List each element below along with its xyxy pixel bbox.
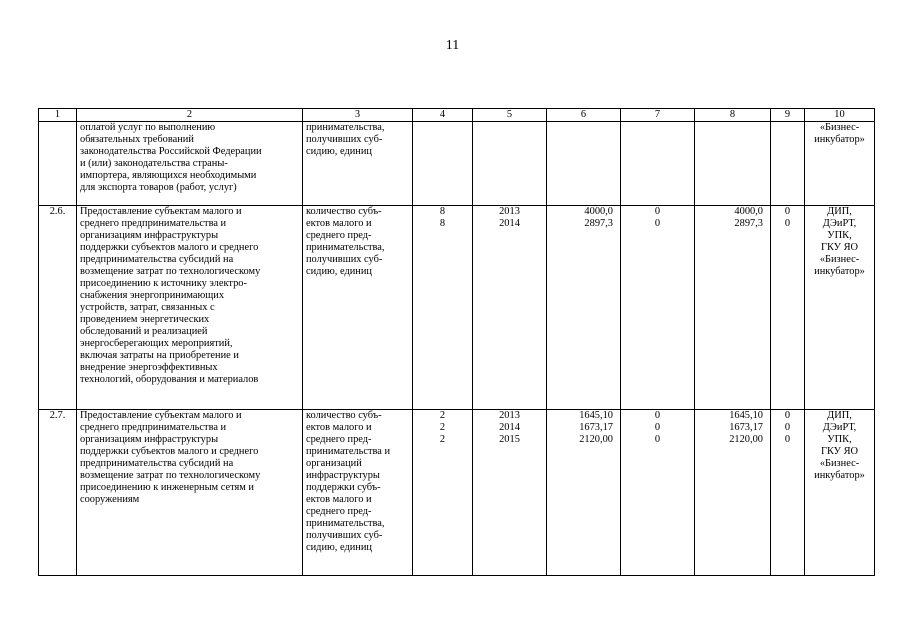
cell-line: Предоставление субъектам малого и — [80, 206, 242, 217]
activity-cell — [77, 410, 303, 576]
cell-line: ДЭиРТ, — [822, 422, 857, 433]
cell-line: импортера, являющихся необходимыми — [80, 170, 257, 181]
col6-cell — [547, 206, 621, 410]
cell-line: сидию, единиц — [306, 542, 372, 553]
col4-cell — [413, 122, 473, 206]
indicator-cell — [303, 410, 413, 576]
col6-cell — [547, 410, 621, 576]
cell-line: 2897,3 — [584, 218, 613, 229]
executors-cell — [805, 122, 875, 206]
cell-line: поддержки субъ- — [306, 482, 381, 493]
row-number-cell — [39, 122, 77, 206]
cell-line: обследований и реализацией — [80, 326, 208, 337]
table-row — [39, 122, 875, 206]
indicator-cell — [303, 206, 413, 410]
col9-cell — [771, 410, 805, 576]
cell-line: получивших суб- — [306, 254, 383, 265]
cell-line: получивших суб- — [306, 134, 383, 145]
cell-line: организаций — [306, 458, 362, 469]
cell-line: 8 — [439, 206, 446, 217]
table-row — [39, 206, 875, 410]
cell-line: 2013 — [499, 206, 520, 217]
cell-line: ектов малого и — [306, 494, 372, 505]
cell-line: оплатой услуг по выполнению — [80, 122, 216, 133]
cell-line: сидию, единиц — [306, 266, 372, 277]
cell-line: 1673,17 — [579, 422, 613, 433]
cell-line: ектов малого и — [306, 422, 372, 433]
activity-cell — [77, 206, 303, 410]
col4-cell — [413, 206, 473, 410]
cell-line: инкубатор» — [814, 266, 865, 277]
cell-line: принимательства, — [306, 242, 385, 253]
col7-cell — [621, 410, 695, 576]
cell-line: 2 — [439, 434, 446, 445]
cell-line: ГКУ ЯО — [820, 446, 859, 457]
col6-cell — [547, 122, 621, 206]
column-header: 1 — [39, 109, 77, 122]
cell-line: 0 — [784, 410, 791, 421]
cell-line: поддержки субъектов малого и среднего — [80, 242, 259, 253]
cell-line: принимательства и — [306, 446, 391, 457]
cell-line: обязательных требований — [80, 134, 194, 145]
cell-line: принимательства, — [306, 518, 385, 529]
cell-line: инфраструктуры — [306, 470, 380, 481]
column-header: 8 — [695, 109, 771, 122]
cell-line: 2015 — [499, 434, 520, 445]
cell-line: 2897,3 — [734, 218, 763, 229]
cell-line: среднего пред- — [306, 434, 372, 445]
cell-line: организациям инфраструктуры — [80, 434, 219, 445]
cell-line: присоединению к инженерным сетям и — [80, 482, 254, 493]
page-number: 11 — [445, 38, 460, 53]
cell-line: и (или) законодательства страны- — [80, 158, 228, 169]
year-cell — [473, 206, 547, 410]
cell-line: снабжения энергопринимающих — [80, 290, 225, 301]
cell-line: законодательства Российской Федерации — [80, 146, 262, 157]
cell-text: 2.6. — [49, 206, 66, 217]
cell-line: возмещение затрат по технологическому — [80, 266, 261, 277]
cell-text: 2.7. — [49, 410, 66, 421]
cell-line: организациям инфраструктуры — [80, 230, 219, 241]
cell-line: присоединению к источнику электро- — [80, 278, 247, 289]
row-number-cell — [39, 206, 77, 410]
cell-line: внедрение энергоэффективных — [80, 362, 218, 373]
cell-line: сооружениям — [80, 494, 140, 505]
column-header: 7 — [621, 109, 695, 122]
cell-line: 2014 — [499, 422, 520, 433]
cell-line: 2014 — [499, 218, 520, 229]
cell-line: 0 — [654, 206, 661, 217]
year-cell — [473, 122, 547, 206]
table-row — [39, 410, 875, 576]
cell-line: «Бизнес- — [819, 254, 860, 265]
cell-line: 1645,10 — [579, 410, 613, 421]
column-header: 3 — [303, 109, 413, 122]
cell-line: 0 — [784, 218, 791, 229]
cell-line: 1673,17 — [729, 422, 763, 433]
cell-line: 4000,0 — [734, 206, 763, 217]
cell-line: среднего пред- — [306, 506, 372, 517]
col8-cell — [695, 410, 771, 576]
cell-line: получивших суб- — [306, 530, 383, 541]
col8-cell — [695, 122, 771, 206]
cell-line: 2 — [439, 422, 446, 433]
column-header: 10 — [805, 109, 875, 122]
cell-line: включая затраты на приобретение и — [80, 350, 239, 361]
cell-line: ектов малого и — [306, 218, 372, 229]
cell-line: технологий, оборудования и материалов — [80, 374, 259, 385]
cell-line: 0 — [654, 434, 661, 445]
cell-line: количество субъ- — [306, 206, 382, 217]
cell-line: среднего предпринимательства и — [80, 218, 227, 229]
col8-cell — [695, 206, 771, 410]
cell-line: ДИП, — [827, 206, 852, 217]
cell-line: ДЭиРТ, — [822, 218, 857, 229]
cell-line: 0 — [654, 218, 661, 229]
cell-line: количество субъ- — [306, 410, 382, 421]
cell-line: 2120,00 — [729, 434, 763, 445]
cell-line: 2013 — [499, 410, 520, 421]
cell-line: УПК, — [827, 434, 852, 445]
col9-cell — [771, 122, 805, 206]
cell-line: Предоставление субъектам малого и — [80, 410, 242, 421]
cell-line: среднего предпринимательства и — [80, 422, 227, 433]
cell-line: предпринимательства субсидий на — [80, 254, 234, 265]
cell-line: проведением энергетических — [80, 314, 210, 325]
cell-line: 8 — [439, 218, 446, 229]
cell-line: 0 — [654, 410, 661, 421]
col9-cell — [771, 206, 805, 410]
cell-line: 2 — [439, 410, 446, 421]
executors-cell — [805, 206, 875, 410]
col7-cell — [621, 206, 695, 410]
cell-line: 4000,0 — [584, 206, 613, 217]
cell-line: возмещение затрат по технологическому — [80, 470, 261, 481]
cell-line: «Бизнес- — [819, 458, 860, 469]
column-header: 6 — [547, 109, 621, 122]
executors-cell — [805, 410, 875, 576]
cell-line: предпринимательства субсидий на — [80, 458, 234, 469]
cell-line: поддержки субъектов малого и среднего — [80, 446, 259, 457]
cell-line: энергосберегающих мероприятий, — [80, 338, 233, 349]
col4-cell — [413, 410, 473, 576]
indicator-cell — [303, 122, 413, 206]
column-number-header-row — [39, 109, 875, 122]
cell-line: ДИП, — [827, 410, 852, 421]
cell-line: УПК, — [827, 230, 852, 241]
activity-cell — [77, 122, 303, 206]
cell-line: устройств, затрат, связанных с — [80, 302, 215, 313]
cell-line: 0 — [784, 434, 791, 445]
cell-line: 0 — [784, 206, 791, 217]
cell-line: инкубатор» — [814, 470, 865, 481]
cell-line: «Бизнес- — [819, 122, 860, 133]
column-header: 9 — [771, 109, 805, 122]
cell-line: 1645,10 — [729, 410, 763, 421]
cell-line: принимательства, — [306, 122, 385, 133]
cell-line: инкубатор» — [814, 134, 865, 145]
cell-line: 2120,00 — [579, 434, 613, 445]
column-header: 2 — [77, 109, 303, 122]
year-cell — [473, 410, 547, 576]
cell-line: сидию, единиц — [306, 146, 372, 157]
cell-line: 0 — [654, 422, 661, 433]
cell-line: 0 — [784, 422, 791, 433]
row-number-cell — [39, 410, 77, 576]
cell-line: для экспорта товаров (работ, услуг) — [80, 182, 237, 193]
cell-line: среднего пред- — [306, 230, 372, 241]
cell-line: ГКУ ЯО — [820, 242, 859, 253]
column-header: 4 — [413, 109, 473, 122]
program-activities-table — [38, 108, 875, 576]
col7-cell — [621, 122, 695, 206]
column-header: 5 — [473, 109, 547, 122]
